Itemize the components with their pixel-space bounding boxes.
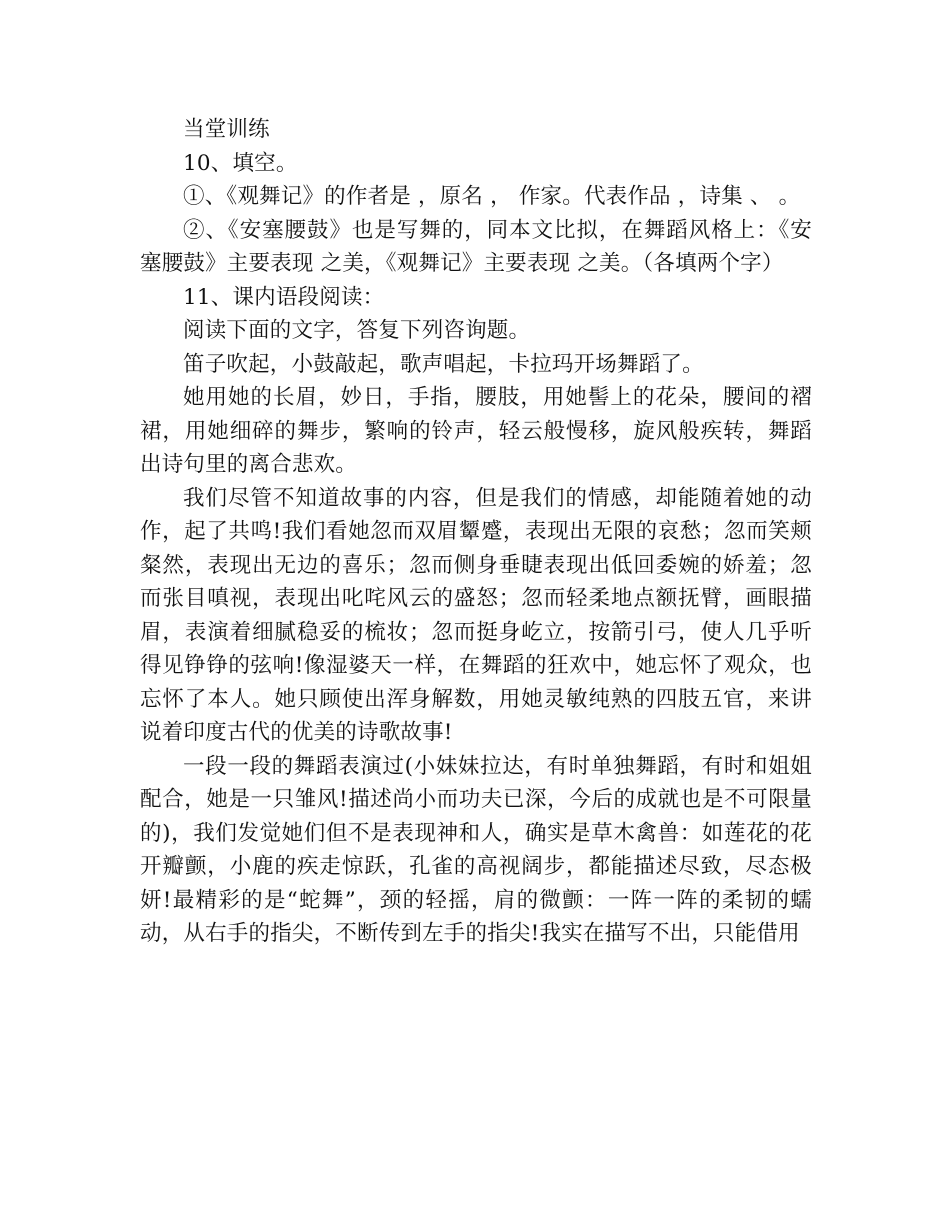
reading-paragraph-3: 我们尽管不知道故事的内容，但是我们的情感，却能随着她的动作，起了共鸣!我们看她忽而双眉颦蹙，表现出无限的哀愁；忽而笑颊粲然，表现出无边的喜乐；忽而侧身垂睫表现出低回委婉的娇羞；忽而张目嗔视，表现出叱咤风云的盛怒；忽而轻柔地点额抚臂，画眼描眉，表演着细腻稳妥的梳妆；忽而挺身屹立，按箭引弓，使人几乎听得见铮铮的弦响!像湿婆天一样，在舞蹈的狂欢中，她忘怀了观众，也忘怀了本人。她只顾使出浑身解数，用她灵敏纯熟的四肢五官，来讲说着印度古代的优美的诗歌故事!	[140, 485, 812, 745]
document-body	[140, 113, 812, 951]
question-10-title: 10、填空。	[183, 150, 298, 176]
reading-paragraph-1: 笛子吹起，小鼓敲起，歌声唱起，卡拉玛开场舞蹈了。	[183, 351, 704, 377]
question-10-item-2: ②、《安塞腰鼓》也是写舞的，同本文比拟，在舞蹈风格上：《安塞腰鼓》主要表现 之美，《观舞记》主要表现 之美。（各填两个字）	[140, 217, 812, 276]
reading-paragraph-4: 一段一段的舞蹈表演过(小妹妹拉达，有时单独舞蹈，有时和姐姐配合，她是一只雏风!描述尚小而功夫已深，今后的成就也是不可限量的)，我们发觉她们但不是表现神和人，确实是草木禽兽：如莲花的花开瓣颤，小鹿的疾走惊跃，孔雀的高视阔步，都能描述尽致，尽态极妍!最精彩的是“蛇舞”，颈的轻摇，肩的微颤：一阵一阵的柔韧的蠕动，从右手的指尖，不断传到左手的指尖!我实在描写不出，只能借用	[140, 753, 812, 946]
question-11-instruction: 阅读下面的文字，答复下列咨询题。	[183, 318, 531, 343]
question-10-item-1: ①、《观舞记》的作者是 ，原名 ， 作家。代表作品 ，诗集 、 。	[183, 184, 801, 209]
reading-paragraph-2: 她用她的长眉，妙日，手指，腰肢，用她髻上的花朵，腰间的褶裙，用她细碎的舞步，繁响的铃声，轻云般慢移，旋风般疾转，舞蹈出诗句里的离合悲欢。	[140, 385, 812, 477]
question-11-title: 11、课内语段阅读：	[183, 284, 385, 310]
section-title: 当堂训练	[183, 117, 270, 142]
